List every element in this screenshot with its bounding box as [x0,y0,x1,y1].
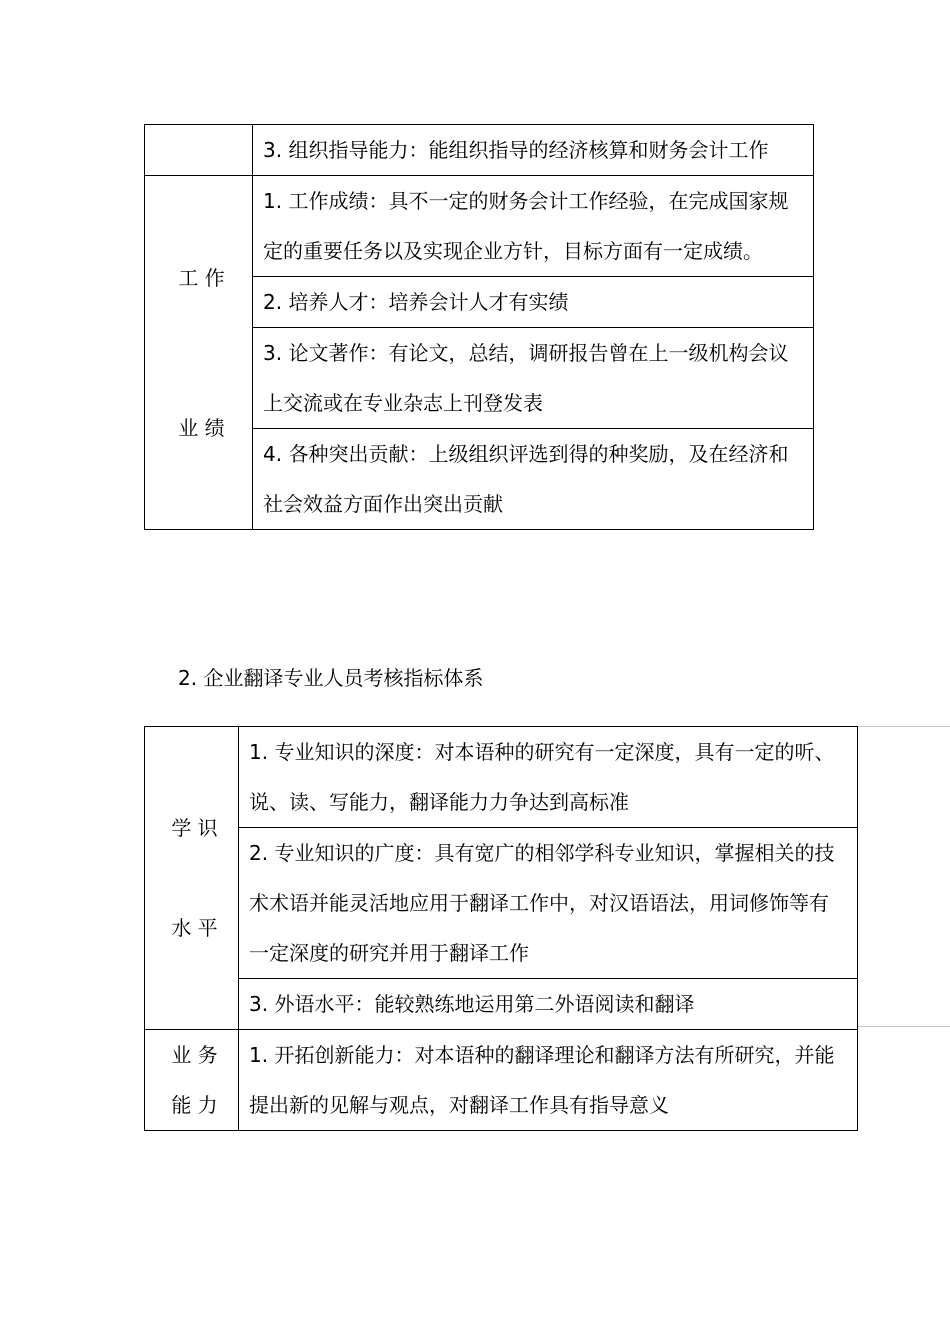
label-char: 识 [197,816,218,840]
table-cell [253,328,814,429]
divider-line [857,726,950,727]
table-row [145,176,814,277]
label-line [145,1080,238,1130]
table-row [145,828,858,979]
cell-text: 1. 工作成绩：具不一定的财务会计工作经验，在完成国家规定的重要任务以及实现企业方针，目标方面有一定成绩。 [263,189,789,263]
label-char: 业 [171,1043,192,1067]
label-char: 力 [197,1093,218,1117]
evaluation-table-accounting [144,124,814,530]
table-cell [239,979,858,1030]
row-label-knowledge-level [145,727,239,1030]
cell-text: 2. 专业知识的广度：具有宽广的相邻学科专业知识，掌握相关的技术术语并能灵活地应用于翻译工作中，对汉语语法，用词修饰等有一定深度的研究并用于翻译工作 [249,841,835,965]
label-line [145,403,252,453]
table-cell [253,125,814,176]
table-cell [253,429,814,530]
table-cell [253,176,814,277]
label-char: 平 [197,916,218,940]
cell-text: 3. 外语水平：能较熟练地运用第二外语阅读和翻译 [249,992,695,1016]
row-label-empty [145,125,253,176]
cell-text: 1. 开拓创新能力：对本语种的翻译理论和翻译方法有所研究，并能提出新的见解与观点，对翻译工作具有指导意义 [249,1043,835,1117]
row-label-business-ability [145,1030,239,1131]
cell-text: 2. 培养人才：培养会计人才有实绩 [263,290,569,314]
table-row [145,727,858,828]
label-char: 学 [171,816,192,840]
label-line [145,253,252,303]
table-row [145,125,814,176]
row-label-work-performance [145,176,253,530]
label-char: 能 [171,1093,192,1117]
label-line [145,803,238,853]
label-line [145,903,238,953]
label-char: 绩 [204,415,225,440]
cell-text: 3. 组织指导能力：能组织指导的经济核算和财务会计工作 [263,138,769,162]
cell-text: 3. 论文著作：有论文，总结，调研报告曾在上一级机构会议上交流或在专业杂志上刊登发表 [263,341,789,415]
table-row [145,1030,858,1131]
label-line [145,1030,238,1080]
table-cell [239,727,858,828]
label-char: 务 [197,1043,218,1067]
evaluation-table-translation [144,726,858,1131]
label-char: 工 [178,265,199,290]
cell-text: 4. 各种突出贡献：上级组织评选到得的种奖励，及在经济和社会效益方面作出突出贡献 [263,442,789,516]
table-row [145,979,858,1030]
table-cell [239,1030,858,1131]
label-char: 业 [178,415,199,440]
label-char: 水 [171,916,192,940]
divider-line [857,1026,950,1027]
cell-text: 1. 专业知识的深度：对本语种的研究有一定深度，具有一定的听、说、读、写能力，翻译能力力争达到高标准 [249,740,835,814]
table-cell [239,828,858,979]
table-cell [253,277,814,328]
section-heading: 2. 企业翻译专业人员考核指标体系 [178,666,484,690]
label-char: 作 [204,265,225,290]
